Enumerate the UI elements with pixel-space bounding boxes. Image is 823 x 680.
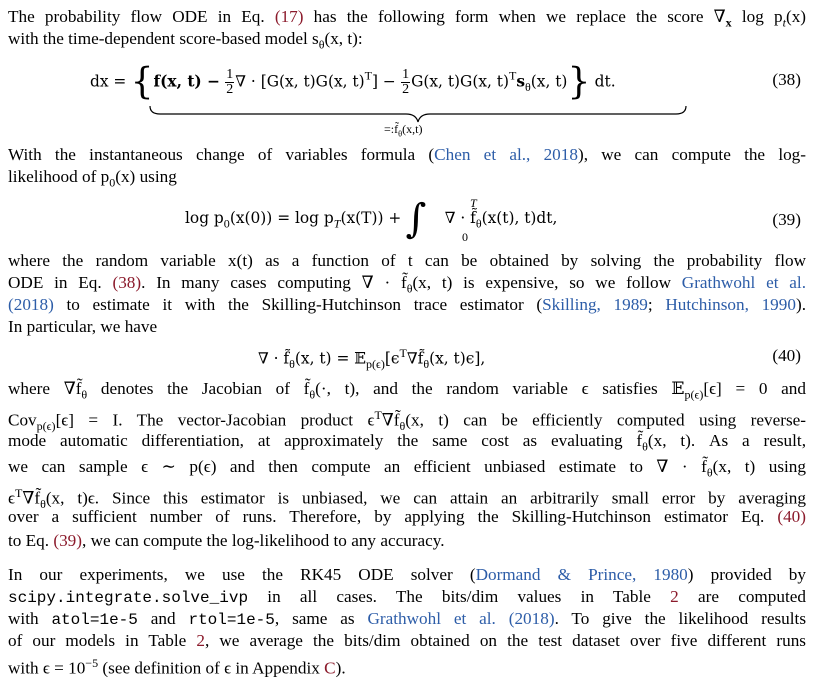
equation-38: dx = {f(x, t) − $\frac{1}{2}$ ∇ · [G(x, t)G(x, t)$^T$] − $\frac{1}{2}$ G(x, t)G(x, $t)^Ts_\theta(x$, t)} dt. $=:f̃_\theta(x,t)$ (38) bbox=[90, 61, 801, 139]
cite-hutchinson-1990[interactable]: Hutchinson, 1990 bbox=[665, 295, 796, 314]
eq-ref-38[interactable]: (38) bbox=[112, 273, 142, 292]
cite-dormand-prince[interactable]: Dormand & Prince, 1980 bbox=[475, 565, 688, 584]
para3-line4: In particular, we have bbox=[8, 317, 158, 336]
para4-line1: where $\nabla f̃_\theta$ denotes the Jacobian of $f̃_\theta(\cdot$, t), and the random variable ϵ satisfies 𝔼$_{p(\epsilon)}$[ϵ] = 0 and bbox=[8, 379, 806, 402]
underbrace bbox=[148, 104, 688, 124]
para4-line3: mode automatic differentiation, at approximately the same cost as evaluating $f̃_\theta(x$, t). As a result, bbox=[8, 431, 806, 454]
para4-line7: to Eq. (39), we can compute the log-likelihood to any accuracy. bbox=[8, 531, 445, 550]
para5-line1: In our experiments, we use the RK45 ODE solver (Dormand & Prince, 1980) provided by bbox=[8, 565, 806, 584]
table-ref-2b[interactable]: 2 bbox=[196, 631, 205, 650]
para4-line4: we can sample ϵ ∼ p(ϵ) and then compute an efficient unbiased estimate to ∇ · $f̃_\theta(x$, t) using bbox=[8, 457, 806, 480]
cite-grathwohl-c[interactable]: Grathwohl et al. (2018) bbox=[367, 609, 555, 628]
para5-line5: with $\epsilon = 10^{-5}$ (see definition of ϵ in Appendix C). bbox=[8, 656, 346, 678]
para3-line3: (2018) to estimate it with the Skilling-Hutchinson trace estimator (Skilling, 1989; Hutchinson, 1990). bbox=[8, 295, 806, 314]
underbrace-label: $=:f̃_\theta(x,t)$ bbox=[384, 122, 423, 139]
para4-line6: over a sufficient number of runs. Therefore, by applying the Skilling-Hutchinson estimator Eq. (40) bbox=[8, 507, 806, 526]
eq-number-38: (38) bbox=[772, 70, 801, 89]
eq-ref-39[interactable]: (39) bbox=[53, 531, 82, 550]
cite-chen-2018[interactable]: Chen et al., 2018 bbox=[434, 145, 578, 164]
eq-ref-17[interactable]: (17) bbox=[274, 7, 304, 26]
equation-39: $\log p_0(x(0)) = \log p_T(x(T))$ + ∫ ∇ · $f̃_\theta(x(t)$, t)dt, T 0 (39) bbox=[185, 196, 801, 244]
para3-line1: where the random variable x(t) as a function of t can be obtained by solving the probability flow bbox=[8, 251, 806, 270]
appendix-ref-c[interactable]: C bbox=[324, 658, 336, 678]
para2-line2: likelihood of $p_0(x)$ using bbox=[8, 167, 177, 190]
para5-line4: of our models in Table 2, we average the bits/dim obtained on the test dataset over five different runs bbox=[8, 631, 806, 650]
eq-number-40: (40) bbox=[772, 346, 801, 365]
eq-ref-40[interactable]: (40) bbox=[777, 507, 806, 526]
para5-line2: scipy.integrate.solve_ivp in all cases. The bits/dim values in Table 2 are computed bbox=[8, 587, 806, 607]
integral-lower: 0 bbox=[462, 230, 468, 244]
para2-line1: With the instantaneous change of variables formula (Chen et al., 2018), we can compute the log- bbox=[8, 145, 807, 164]
para3-line2: ODE in Eq. (38). In many cases computing ∇ · $f̃_\theta(x$, t) is expensive, so we follow Grathwohl et al. bbox=[8, 273, 806, 296]
table-ref-2a[interactable]: 2 bbox=[670, 587, 679, 606]
para5-line3: with atol=1e-5 and rtol=1e-5, same as Grathwohl et al. (2018). To give the likelihood results bbox=[8, 609, 807, 629]
equation-40: ∇ · $f̃_\theta(x$, $t) = 𝔼_{p(\epsilon)}[\epsilon^T\nabla f̃_\theta(x$, t)ϵ], (40) bbox=[258, 346, 801, 372]
integral-upper: T bbox=[470, 196, 477, 210]
para1-line1: The probability flow ODE in Eq. (17) has the following form when we replace the score $\nabla_x$ $\log p_t(x)$ bbox=[8, 7, 807, 30]
eq-number-39: (39) bbox=[772, 210, 801, 229]
para4-line5: $\epsilon^T\nabla f̃_\theta(x$, t)ϵ. Since this estimator is unbiased, we can attain an arbitrarily small error by averaging bbox=[8, 486, 806, 512]
para4-line2: Cov$_{p(\epsilon)}$[ϵ] = I. The vector-Jacobian product $\epsilon^T\nabla f̃_\theta(x$, t) can be efficiently computed using reverse- bbox=[8, 408, 806, 434]
cite-skilling-1989[interactable]: Skilling, 1989 bbox=[542, 295, 648, 314]
cite-grathwohl-b[interactable]: (2018) bbox=[8, 295, 54, 314]
para1-line2: with the time-dependent score-based model $s_\theta(x$, t): bbox=[8, 29, 363, 52]
cite-grathwohl-a[interactable]: Grathwohl et al. bbox=[681, 273, 806, 292]
